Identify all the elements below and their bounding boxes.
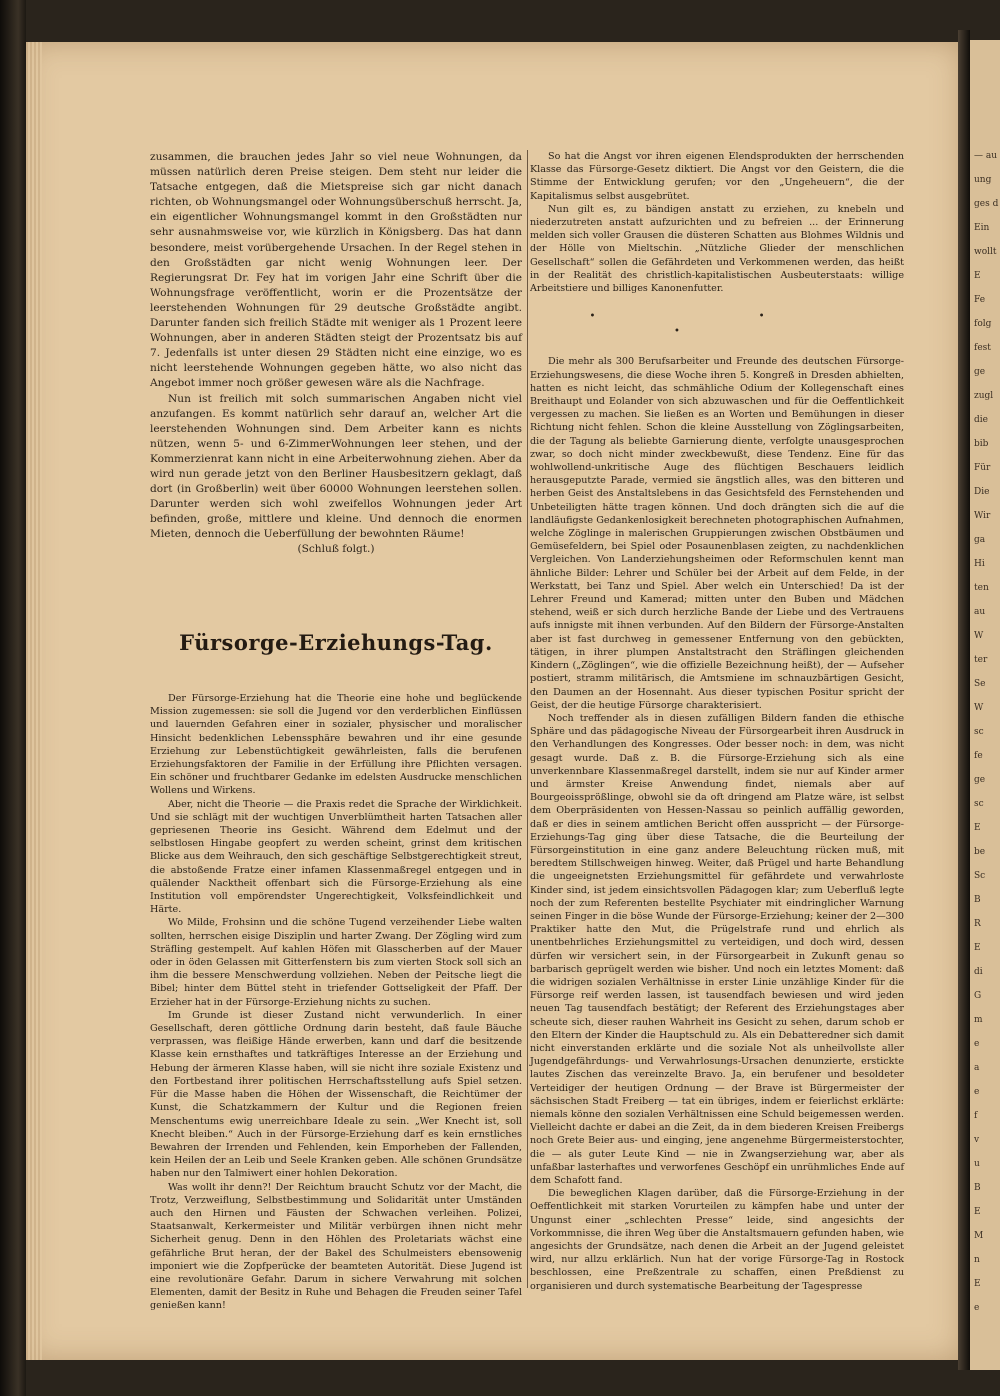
adjacent-page-text: ter — [974, 655, 988, 665]
adjacent-page-text: wollt — [974, 247, 997, 257]
paragraph: Was wollt ihr denn?! Der Reichtum braucht Schutz vor der Macht, die Trotz, Verzweiflung, Selbstbestimmung und Solidarität unter Umständen auch den Hirnen und Fäusten der Schwachen verleihen. Polizei, Staatsanwalt, Kerkermeister und Militär verbürgen ihnen nicht mehr Sicherheit genug. Denn in den Höhlen des Proletariats wächst eine gefährliche Brut heran, der der Bakel des Schulmeisters ebensowenig imponiert wie die Zopfperücke der beamteten Autorität. Diese Jugend ist eine revolutionäre Gefahr. Darum in sichere Verwahrung mit solchen Elementen, damit der Besitz in Ruhe und Behagen die Freuden seiner Tafel genießen kann! — [150, 1181, 522, 1312]
paragraph: Die mehr als 300 Berufsarbeiter und Freunde des deutschen Fürsorge-Erziehungswesens, die diese Woche ihren 5. Kongreß in Dresden abhielten, hatten es nicht leicht, das schmähliche Odium der Kollegenschaft eines Breithaupt und Eolander von sich abzuwaschen und für die Oeffentlichkeit vergessen zu machen. Sie ließen es an Worten und Bemühungen in dieser Richtung nicht fehlen. Schon die kleine Ausstellung von Zöglingsarbeiten, die der Tagung als beliebte Garnierung diente, verfolgte unausgesprochen zwar, so doch nicht minder zweckbewußt, diese Tendenz. Eine für das wohlwollend-unkritische Auge des flüchtigen Beschauers leidlich herausgeputzte Parade, vermied sie ängstlich alles, was den bitteren und herben Geist des Anstaltslebens in das Gesichtsfeld des Fernstehenden und Unbeteiligten hätte tragen können. Und doch drängten sich die auf die landläufigste Gedankenlosigkeit berechneten photographischen Aufnahmen, welche Zöglinge in malerischen Gruppierungen zwischen Obstbäumen und Gemüsefeldern, bei Spiel oder Posaunenblasen zeigten, zu nachdenklichen Vergleichen. Von Landerziehungsheimen oder Reformschulen kennt man ähnliche Bilder: Lehrer und Schüler bei der Arbeit auf dem Felde, in der Werkstatt, bei Tanz und Spiel. Aber welch ein Unterschied! Da ist der Lehrer Freund und Kamerad; mitten unter den Buben und Mädchen stehend, weiß er sich durch herzliche Bande der Liebe und des Vertrauens aufs innigste mit ihnen verbunden. Auf den Bildern der Fürsorge-Anstalten aber ist fast durchweg in gemessener Entfernung von den gebückten, tätigen, in ihrer plumpen Anstaltstracht den Sträflingen gleichenden Kindern („Zöglingen“, wie die offizielle Bezeichnung heißt), der — Aufseher postiert, stramm militärisch, die Amtsmiene im schnauzbärtigen Gesicht, den Daumen an der Hosennaht. Aus dieser typischen Positur spricht der Geist, der die heutige Fürsorge charakterisiert. — [530, 356, 904, 711]
adjacent-page-text: f — [974, 1111, 978, 1121]
adjacent-page-text: W — [974, 631, 984, 641]
column-divider — [527, 150, 528, 1288]
adjacent-page-text: m — [974, 1015, 983, 1025]
continuation-note: (Schluß folgt.) — [297, 543, 375, 556]
adjacent-page-text: a — [974, 1063, 980, 1073]
adjacent-page-text: fest — [974, 343, 991, 353]
page-edge — [26, 42, 42, 1360]
adjacent-page-text: u — [974, 1159, 980, 1169]
adjacent-page-text: B — [974, 1183, 981, 1193]
adjacent-page-text: n — [974, 1255, 980, 1265]
adjacent-page-text: sc — [974, 799, 984, 809]
adjacent-page-text: e — [974, 1039, 980, 1049]
adjacent-page-text: folg — [974, 319, 992, 329]
adjacent-page-text: G — [974, 991, 982, 1001]
adjacent-page-text: B — [974, 895, 981, 905]
book-binding-left — [0, 0, 26, 1396]
paragraph: Aber, nicht die Theorie — die Praxis redet die Sprache der Wirklichkeit. Und sie schlägt mit der wuchtigen Unverblümtheit harten Tatsachen aller gepriesenen Theorie ins Gesicht. Während dem Edelmut und der selbstlosen Hingabe geopfert zu werden scheint, grinst dem kritischen Blicke aus dem Weihrauch, den sich geschäftige Selbstgerechtigkeit streut, die abstoßende Fratze einer infamen Klassenmaßregel entgegen und in quälender Nacktheit offenbart sich die Fürsorge-Erziehung als eine Institution voll empörendster Ungerechtigkeit, Volksfeindlichkeit und Härte. — [150, 798, 522, 916]
adjacent-page-text: Se — [974, 679, 986, 689]
adjacent-page-text: ten — [974, 583, 989, 593]
paragraph: Nun ist freilich mit solch summarischen Angaben nicht viel anzufangen. Es kommt natürlich sehr darauf an, welcher Art die leerstehenden Wohnungen sind. Dem Arbeiter kann es nichts nützen, wenn 5- und 6-ZimmerWohnungen leer stehen, und der Kommerzienrat kann nicht in eine Arbeiterwohnung ziehen. Aber da wird nun gerade jetzt von den Berliner Hausbesitzern geklagt, daß dort (in Großberlin) weit über 60000 Wohnungen leerstehen sollen. Darunter werden sich wohl zweifellos Wohnungen jeder Art befinden, große, mittlere und kleine. Und dennoch die enormen Mieten, dennoch die Ueberfüllung der bewohnten Räume! — [150, 392, 522, 541]
adjacent-page-text: Ein — [974, 223, 990, 233]
adjacent-page-text: E — [974, 271, 981, 281]
article-body-left — [150, 692, 522, 1313]
adjacent-page-text: E — [974, 943, 981, 953]
adjacent-page-text: Sc — [974, 871, 986, 881]
paragraph: Wo Milde, Frohsinn und die schöne Tugend verzeihender Liebe walten sollten, herrschen eisige Disziplin und harter Zwang. Der Zögling wird zum Sträfling gestempelt. Auf kahlen Höfen mit Glasscherben auf der Mauer oder in öden Gelassen mit Gitterfenstern bis zum vierten Stock soll sich an ihm die bessere Menschwerdung vollziehen. Neben der Peitsche liegt die Bibel; hinter dem Büttel steht in triefender Gottseligkeit der Pfaff. Der Erzieher hat in der Fürsorge-Erziehung nichts zu suchen. — [150, 917, 522, 1008]
paragraph: zusammen, die brauchen jedes Jahr so viel neue Wohnungen, da müssen natürlich deren Preise steigen. Dem steht nur leider die Tatsache entgegen, daß die Mietspreise sich gar nicht danach richten, ob Wohnungsmangel oder Wohnungsüberschuß herrscht. Ja, ein eigentlicher Wohnungsmangel kommt in den Großstädten nur sehr ausnahmsweise vor, wie kürzlich in Königsberg. Das hat dann besondere, meist vorübergehende Ursachen. In der Regel stehen in den Großstädten gar nicht wenig Wohnungen leer. Der Regierungsrat Dr. Fey hat im vorigen Jahr eine Schrift über die Wohnungsfrage veröffentlicht, worin er die Prozentsätze der leerstehenden Wohnungen für 29 deutsche Großstädte angibt. Darunter fanden sich freilich Städte mit weniger als 1 Prozent leere Wohnungen, aber in anderen Städten steigt der Prozentsatz bis auf 7. Jedenfalls ist unter diesen 29 Städten nicht eine einzige, wo es nicht leerstehende Wohnungen gegeben hätte, wo also nicht das Angebot immer noch größer gewesen wäre als die Nachfrage. — [150, 151, 522, 390]
adjacent-page-text: — au — [974, 151, 998, 161]
adjacent-page-text: ge — [974, 367, 986, 377]
paragraph: Der Fürsorge-Erziehung hat die Theorie eine hohe und beglückende Mission zugemessen: sie soll die Jugend vor den verderblichen Einflüssen und lauernden Gefahren einer in sozialer, physischer und moralischer Hinsicht bedenklichen Lebenssphäre bewahren und ihr eine gesunde Erziehung zur Lebenstüchtigkeit gewährleisten, falls die berufenen Erziehungsfaktoren der Familie in der Erfüllung ihre Pflichten versagen. Ein schöner und fruchtbarer Gedanke im edelsten Ausdrucke menschlichen Wollens und Wirkens. — [150, 693, 522, 797]
adjacent-page-text: e — [974, 1087, 980, 1097]
adjacent-page-text: v — [974, 1135, 980, 1145]
housing-article-continuation — [150, 150, 522, 558]
adjacent-page-text: E — [974, 823, 981, 833]
adjacent-page-text: ung — [974, 175, 992, 185]
adjacent-page-text: E — [974, 1207, 981, 1217]
paragraph: Die beweglichen Klagen darüber, daß die Fürsorge-Erziehung in der Oeffentlichkeit mit starken Vorurteilen zu kämpfen habe und unter der Ungunst einer „schlechten Presse“ leide, sind angesichts der Vorkommnisse, die ihren Weg über die Anstaltsmauern gefunden haben, wie angesichts der Grundsätze, nach denen die Arbeit an der Jugend geleistet wird, nur allzu erklärlich. Nun hat der vorige Fürsorge-Tag in Rostock beschlossen, eine Preßzentrale zu schaffen, einen Preßdienst zu organisieren und durch systematische Bearbeitung der Tagespresse — [530, 1188, 904, 1292]
adjacent-page-text: Für — [974, 463, 991, 473]
adjacent-page-text: au — [974, 607, 986, 617]
adjacent-page-text: ge — [974, 775, 986, 785]
adjacent-page-text: Fe — [974, 295, 986, 305]
paragraph: Noch treffender als in diesen zufälligen Bildern fanden die ethische Sphäre und das pädagogische Niveau der Fürsorgearbeit ihren Ausdruck in den Verhandlungen des Kongresses. Oder besser noch: in dem, was nicht gesagt wurde. Daß z. B. die Fürsorge-Erziehung sich als eine unverkennbare Klassenmaßregel darstellt, indem sie nur auf Kinder armer und ärmster Kreise Anwendung findet, niemals aber auf Bourgeoissprößlinge, obwohl sie da oft dringend am Platze wäre, ist selbst dem Oberpräsidenten von Hessen-Nassau so peinlich auffällig geworden, daß er dies in seinem amtlichen Bericht offen ausspricht — der Fürsorge-Erziehungs-Tag ging über diese Tatsache, die die Beurteilung der Fürsorgeinstitution in eine ganz andere Beleuchtung rücken muß, mit beredtem Stillschweigen hinweg. Weiter, daß Prügel und harte Behandlung die ungeeignetsten Erziehungsmittel für gefährdete und verwahrloste Kinder sind, ist jedem einsichtsvollen Pädagogen klar; zum Ueberfluß legte noch der zum Referenten bestellte Psychiater mit eindringlicher Warnung seinen Finger in die böse Wunde der Fürsorge-Erziehung; keiner der 2—300 Praktiker hatte den Mut, die Prügelstrafe rund und ehrlich als unentbehrliches Erziehungsmittel zu verteidigen, und doch wird, dessen dürfen wir versichert sein, in der Fürsorgearbeit in Zukunft genau so barbarisch geprügelt werden wie bisher. Und noch ein letztes Moment: daß die widrigen sozialen Verhältnisse in erster Linie unzählige Kinder für die Fürsorge reif werden lassen, ist tausendfach bewiesen und wird jeden neuen Tag tausendfach bestätigt; der Referent des Erziehungstages aber scheute sich, dieser rauhen Wahrheit ins Gesicht zu sehen, darum schob er den Eltern der Kinder die Hauptschuld zu. Als ein Debatteredner sich damit nicht einverstanden erklärte und die soziale Not als unheilvollste aller Jugendgefährdungs- und Verwahrlosungs-Ursachen denunzierte, erstickte lautes Zischen das vereinzelte Bravo. Ja, ein berufener und besoldeter Verteidiger der heutigen Ordnung — der Brave ist Bürgermeister der sächsischen Stadt Freiberg — tat ein übriges, indem er feierlichst erklärte: niemals könne den sozialen Verhältnissen eine Schuld beigemessen werden. Vielleicht dachte er dabei an die Zeit, da in dem biederen Kreisen Freibergs noch Grete Beier aus- und einging, jene angenehme Bürgermeisterstochter, die — als guter Leute Kind — nie in Zwangserziehung war, aber als unfaßbar lasterhaftes und verworfenes Geschöpf ein unrühmliches Ende auf dem Schafott fand. — [530, 712, 904, 1187]
paragraph: Im Grunde ist dieser Zustand nicht verwunderlich. In einer Gesellschaft, deren göttliche Ordnung darin besteht, daß faule Bäuche verprassen, was fleißige Hände erwerben, kann und darf die besitzende Klasse kein ernsthaftes und tatkräftiges Interesse an der Erziehung und Hebung der ärmeren Klasse haben, will sie nicht ihre soziale Existenz und den Fortbestand ihrer politischen Herrschaftsstellung aufs Spiel setzen. Für die Masse haben die Höhen der Wissenschaft, die Reichtümer der Kunst, die Schatzkammern der Kultur und die Regionen freien Menschentums ewig unerreichbare Ideale zu sein. „Wer Knecht ist, soll Knecht bleiben.“ Auch in der Fürsorge-Erziehung darf es kein ernstliches Bewahren der Irrenden und Fehlenden, kein Emporheben der Fallenden, kein Heilen der an Leib und Seele Kranken geben. Alle schönen Grundsätze haben nur den Talmiwert einer hohlen Dekoration. — [150, 1009, 522, 1180]
adjacent-page-text: Wir — [974, 511, 991, 521]
adjacent-page-text: Die — [974, 487, 990, 497]
adjacent-page-text: di — [974, 967, 983, 977]
adjacent-page-fragment — [970, 40, 1000, 1370]
adjacent-page-text: sc — [974, 727, 984, 737]
adjacent-page-text: M — [974, 1231, 984, 1241]
adjacent-page-text: zugl — [974, 391, 994, 401]
article-body-right — [530, 150, 904, 1293]
adjacent-page-text: e — [974, 1303, 980, 1313]
paragraph: Nun gilt es, zu bändigen anstatt zu erziehen, zu knebeln und niederzutreten anstatt aufzurichten und zu befreien ... der Erinnerung melden sich voller Grausen die düsteren Schatten aus Blohmes Wildnis und der Hölle von Mieltschin. „Nützliche Glieder der menschlichen Gesellschaft“ sollen die Gefährdeten und Verkommenen werden, das heißt in der Realität des christlich-kapitalistischen Ausbeuterstaats: willige Arbeitstiere und billiges Kanonenfutter. — [530, 203, 904, 295]
adjacent-page-text: ga — [974, 535, 986, 545]
adjacent-page-text: E — [974, 1279, 981, 1289]
adjacent-page-text: bib — [974, 439, 989, 449]
adjacent-page-text: W — [974, 703, 984, 713]
adjacent-page-text: fe — [974, 751, 983, 761]
article-headline: Fürsorge-Erziehungs-Tag. — [179, 630, 493, 655]
adjacent-page-text: R — [974, 919, 981, 929]
section-separator: • • • — [589, 311, 845, 338]
adjacent-page-text: ges d — [974, 199, 999, 209]
adjacent-page-text: be — [974, 847, 986, 857]
paragraph: So hat die Angst vor ihren eigenen Elendsprodukten der herrschenden Klasse das Fürsorge-Gesetz diktiert. Die Angst vor den Geistern, die die Stimme der Entwicklung gerufen; vor den „Ungeheuern“, die der Kapitalismus selbst ausgebrütet. — [530, 151, 904, 202]
adjacent-page-text: Hi — [974, 559, 985, 569]
adjacent-page-text: die — [974, 415, 988, 425]
book-gutter — [958, 30, 970, 1370]
